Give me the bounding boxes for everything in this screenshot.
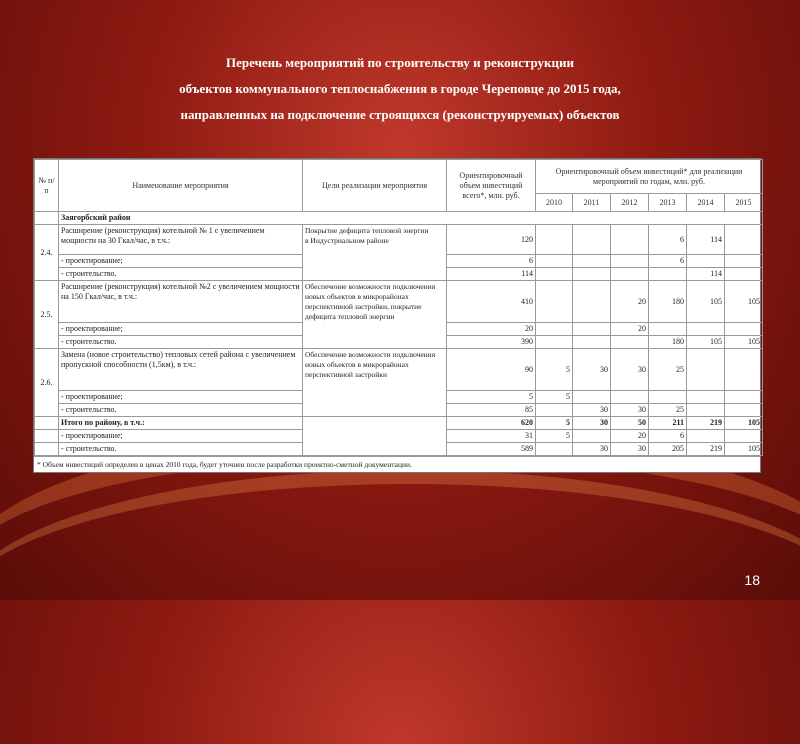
year-value: 30 [611,443,649,456]
row-total: 390 [447,336,536,349]
year-value: 20 [611,323,649,336]
row-total: 5 [447,391,536,404]
row-label: - строительство. [59,268,303,281]
year-value: 5 [536,349,573,391]
year-value [725,404,763,417]
year-value [573,268,611,281]
year-value: 105 [687,336,725,349]
year-value: 105 [725,417,763,430]
year-value: 25 [649,349,687,391]
year-value [687,255,725,268]
decor-wave-2 [0,470,800,744]
header-goals: Цели реализации мероприятия [303,160,447,212]
table-row [35,225,763,255]
row-label: - проектирование; [59,255,303,268]
year-value: 180 [649,336,687,349]
row-total: 6 [447,255,536,268]
year-value: 30 [611,404,649,417]
row-name: Замена (новое строительство) тепловых сетей района с увеличением пропускной способности (1,5км), в т.ч.: [59,349,303,391]
year-value: 30 [573,404,611,417]
table-footnote: * Объем инвестиций определен в ценах 2010 года, будет уточнен после разработки проектно-сметной документации. [34,456,760,472]
row-total: 31 [447,430,536,443]
year-value [573,336,611,349]
header-num: № п/п [35,160,59,212]
year-value: 219 [687,443,725,456]
year-value [725,225,763,255]
year-value: 105 [725,443,763,456]
year-value: 205 [649,443,687,456]
year-value [611,255,649,268]
year-value [573,323,611,336]
year-value [536,323,573,336]
row-label: - строительство. [59,404,303,417]
year-value [687,404,725,417]
year-value [536,281,573,323]
row-goal: Покрытие дефицита тепловой энергии в Индустриальном районе [303,225,447,281]
row-total: 410 [447,281,536,323]
year-value [649,268,687,281]
title-line-3: направленных на подключение строящихся (реконструируемых) объектов [180,107,620,122]
header-total: Ориентировочный объем инвестиций всего*, млн. руб. [447,160,536,212]
title-line-2: объектов коммунального теплоснабжения в городе Череповце до 2015 года, [179,81,621,96]
year-value [573,281,611,323]
row-goal: Обеспечение возможности подключения новых объектов в микрорайонах перспективной застройки [303,349,447,417]
year-value: 30 [573,349,611,391]
year-value [649,391,687,404]
year-value [536,225,573,255]
year-value [611,225,649,255]
row-goal: Обеспечение возможности подключения новых объектов в микрорайонах перспективной застройки, покрытие дефицита тепловой энергии [303,281,447,349]
year-value: 211 [649,417,687,430]
row-name: Расширение (реконструкция) котельной № 1 с увеличением мощности на 30 Гкал/час, в т.ч.: [59,225,303,255]
year-value [573,430,611,443]
row-label: - проектирование; [59,391,303,404]
year-value: 105 [687,281,725,323]
header-year: 2012 [611,194,649,212]
row-label: - строительство. [59,336,303,349]
year-value: 25 [649,404,687,417]
year-value: 219 [687,417,725,430]
year-value [725,349,763,391]
row-label: - проектирование; [59,323,303,336]
header-name: Наименование мероприятия [59,160,303,212]
title-line-1: Перечень мероприятий по строительству и реконструкции [226,55,574,70]
row-total: 589 [447,443,536,456]
year-value [687,391,725,404]
year-value: 30 [611,349,649,391]
year-value: 6 [649,225,687,255]
year-value: 114 [687,225,725,255]
header-year: 2014 [687,194,725,212]
year-value [725,391,763,404]
row-name: Расширение (реконструкция) котельной №2 с увеличением мощности на 150 Гкал/час, в т.ч.: [59,281,303,323]
header-year: 2013 [649,194,687,212]
year-value [536,443,573,456]
year-value: 105 [725,336,763,349]
header-by-year: Ориентировочный объем инвестиций* для реализации мероприятий по годам, млн. руб. [536,160,763,194]
row-total: 90 [447,349,536,391]
year-value: 6 [649,255,687,268]
row-total: 120 [447,225,536,255]
row-label: - проектирование; [59,430,303,443]
year-value [611,391,649,404]
row-num: 2.6. [35,349,59,417]
header-year: 2015 [725,194,763,212]
row-label: - строительство. [59,443,303,456]
year-value [536,268,573,281]
page-number: 18 [744,572,760,588]
year-value [611,336,649,349]
header-year: 2011 [573,194,611,212]
investment-table [34,159,763,456]
year-value [573,391,611,404]
year-value [687,323,725,336]
year-value: 20 [611,281,649,323]
table-row [35,281,763,323]
investment-table-container [33,158,761,473]
row-total: 114 [447,268,536,281]
year-value [649,323,687,336]
year-value: 50 [611,417,649,430]
row-num: 2.5. [35,281,59,349]
total-row [35,417,763,430]
year-value: 180 [649,281,687,323]
year-value: 5 [536,417,573,430]
district-name: Заягорбский район [59,212,763,225]
year-value [611,268,649,281]
header-year: 2010 [536,194,573,212]
year-value [687,430,725,443]
year-value: 114 [687,268,725,281]
year-value [536,336,573,349]
row-total: 85 [447,404,536,417]
year-value: 5 [536,391,573,404]
total-label: Итого по району, в т.ч.: [59,417,303,430]
year-value [573,225,611,255]
year-value [536,404,573,417]
year-value [725,268,763,281]
table-row [35,349,763,391]
row-num: 2.4. [35,225,59,281]
slide-title [60,50,740,128]
row-total: 20 [447,323,536,336]
year-value [687,349,725,391]
year-value: 30 [573,443,611,456]
year-value [725,430,763,443]
year-value [573,255,611,268]
year-value: 5 [536,430,573,443]
year-value: 20 [611,430,649,443]
year-value [725,323,763,336]
row-total: 620 [447,417,536,430]
year-value [725,255,763,268]
year-value: 105 [725,281,763,323]
year-value: 30 [573,417,611,430]
year-value: 6 [649,430,687,443]
year-value [536,255,573,268]
